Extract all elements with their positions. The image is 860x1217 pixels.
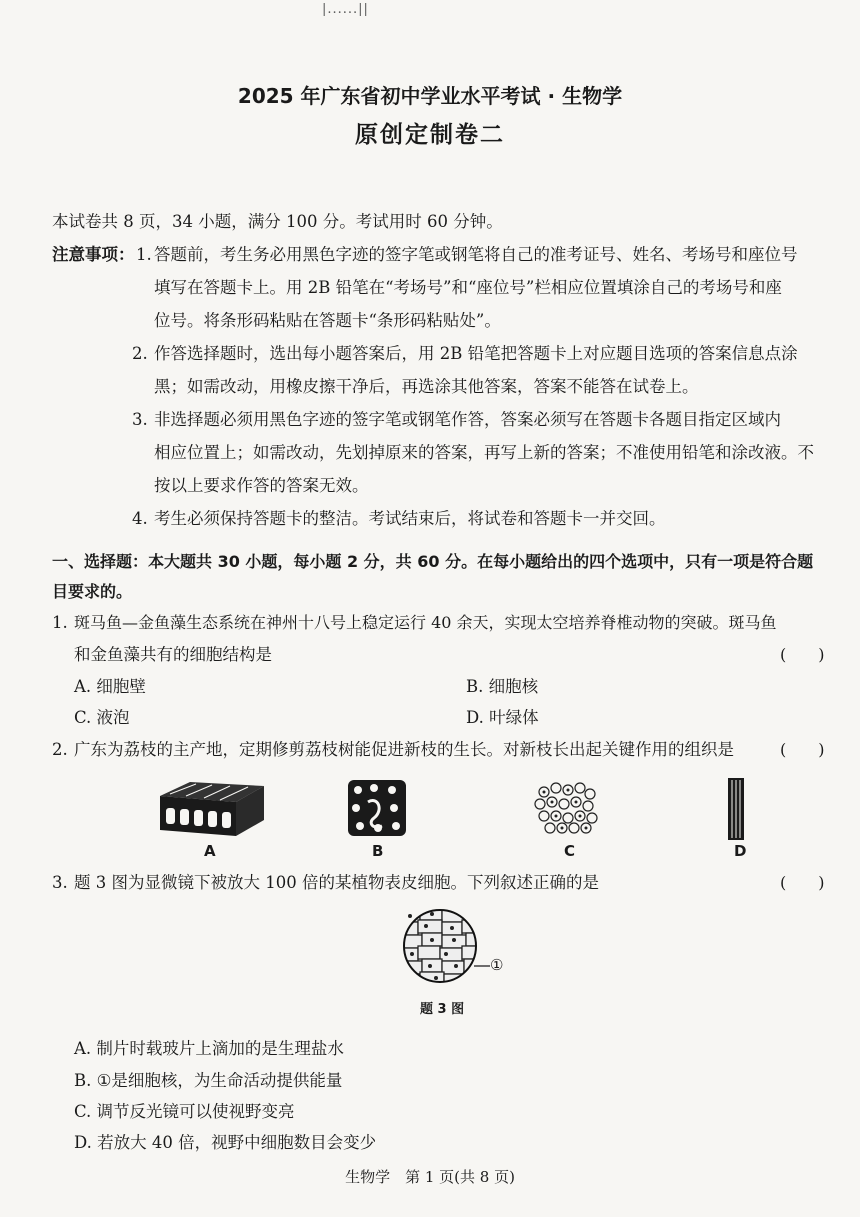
q3-number: 3.	[52, 873, 68, 892]
note-4-line-1: 考生必须保持答题卡的整洁。考试结束后，将试卷和答题卡一并交回。	[154, 509, 666, 528]
q2-line-1: 广东为荔枝的主产地，定期修剪荔枝树能促进新枝的生长。对新枝长出起关键作用的组织是	[74, 740, 734, 759]
note-2-num: 2.	[132, 344, 148, 363]
microscope-view-figure	[400, 906, 492, 986]
note-2-line-1: 作答选择题时，选出每小题答案后，用 2B 铅笔把答题卡上对应题目选项的答案信息点涂	[154, 344, 798, 363]
tissue-figure-a	[156, 778, 268, 840]
paper-subtitle: 原创定制卷二	[355, 122, 505, 148]
page-footer: 生物学 第 1 页(共 8 页)	[345, 1168, 515, 1186]
q3-option-d: D. 若放大 40 倍，视野中细胞数目会变少	[74, 1133, 377, 1152]
note-1-line-1: 答题前，考生务必用黑色字迹的签字笔或钢笔将自己的准考证号、姓名、考场号和座位号	[154, 245, 798, 264]
note-2-line-2: 黑；如需改动，用橡皮擦干净后，再选涂其他答案，答案不能答在试卷上。	[154, 377, 699, 396]
note-3-line-3: 按以上要求作答的答案无效。	[154, 476, 369, 495]
tissue-figure-b	[344, 774, 410, 842]
q3-option-c: C. 调节反光镜可以使视野变亮	[74, 1102, 295, 1121]
note-1-line-2: 填写在答题卡上。用 2B 铅笔在“考场号”和“座位号”栏相应位置填涂自己的考场号和座	[154, 278, 782, 297]
q2-answer-paren: ( )	[780, 740, 825, 759]
q1-line-2: 和金鱼藻共有的细胞结构是	[74, 645, 272, 664]
note-3-num: 3.	[132, 410, 148, 429]
q1-option-c: C. 液泡	[74, 708, 130, 727]
figure-label-b: B	[372, 842, 384, 860]
figure-label-a: A	[204, 842, 216, 860]
q1-option-b: B. 细胞核	[466, 677, 539, 696]
notes-label: 注意事项：	[52, 245, 135, 264]
q1-option-a: A. 细胞壁	[74, 677, 146, 696]
figure-marker-1: ①	[490, 956, 504, 974]
figure-label-d: D	[734, 842, 747, 860]
figure-label-c: C	[564, 842, 576, 860]
q3-option-a: A. 制片时载玻片上滴加的是生理盐水	[74, 1039, 344, 1058]
q1-option-d: D. 叶绿体	[466, 708, 539, 727]
q1-number: 1.	[52, 613, 68, 632]
q3-answer-paren: ( )	[780, 873, 825, 892]
tissue-figure-d	[726, 776, 746, 842]
q2-number: 2.	[52, 740, 68, 759]
figure-3-caption: 题 3 图	[420, 1002, 465, 1017]
note-3-line-2: 相应位置上；如需改动，先划掉原来的答案，再写上新的答案；不准使用铅笔和涂改液。不	[154, 443, 814, 462]
exam-title: 2025 年广东省初中学业水平考试 · 生物学	[237, 84, 623, 108]
q3-option-b: B. ①是细胞核，为生命活动提供能量	[74, 1071, 343, 1090]
note-4-num: 4.	[132, 509, 148, 528]
note-1-line-3: 位号。将条形码粘贴在答题卡“条形码粘贴处”。	[154, 311, 501, 330]
tissue-figure-c	[532, 778, 602, 836]
note-3-line-1: 非选择题必须用黑色字迹的签字笔或钢笔作答，答案必须写在答题卡各题目指定区域内	[154, 410, 781, 429]
q1-answer-paren: ( )	[780, 645, 825, 664]
q1-line-1: 斑马鱼—金鱼藻生态系统在神州十八号上稳定运行 40 余天，实现太空培养脊椎动物的突破。斑马鱼	[74, 613, 777, 632]
section-heading-line-2: 目要求的。	[52, 582, 133, 601]
header-mark: |......||	[322, 2, 369, 17]
q3-line-1: 题 3 图为显微镜下被放大 100 倍的某植物表皮细胞。下列叙述正确的是	[74, 873, 599, 892]
note-1-num: 1.	[136, 245, 152, 264]
section-heading-line-1: 一、选择题：本大题共 30 小题，每小题 2 分，共 60 分。在每小题给出的四个选项中，只有一项是符合题	[52, 552, 814, 571]
intro-text: 本试卷共 8 页，34 小题，满分 100 分。考试用时 60 分钟。	[52, 212, 503, 231]
